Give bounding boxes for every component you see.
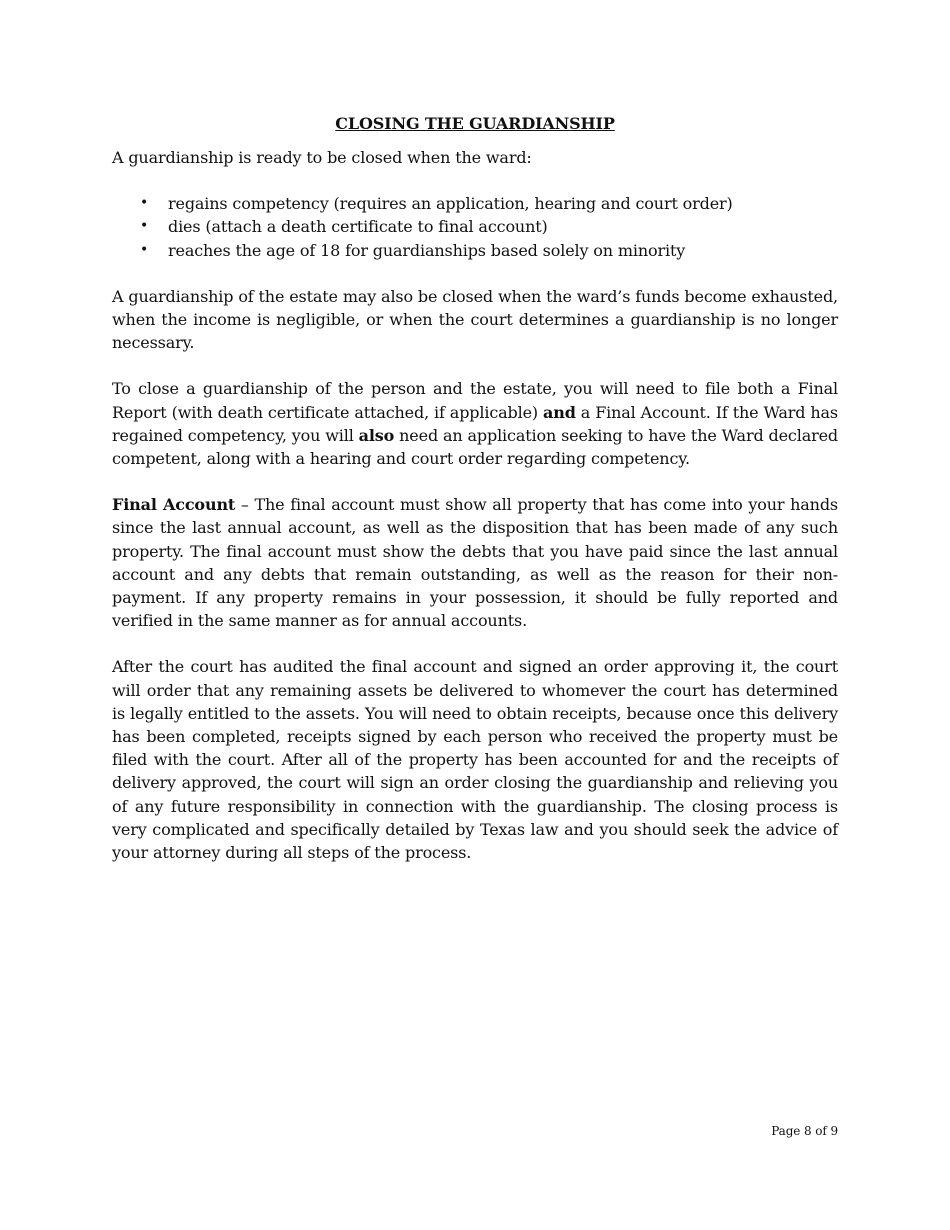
filing-text-part3: need an application seeking to have the Ward declared competent, along with a hearing and court order regarding competency. bbox=[112, 425, 838, 469]
filing-bold-and: and bbox=[543, 402, 576, 422]
list-item bbox=[112, 192, 838, 215]
final-account-paragraph bbox=[112, 493, 838, 632]
filing-text-part1: To close a guardianship of the person and the estate, you will need to file both a Final Report (with death certificate attached, if applicable) bbox=[112, 379, 838, 422]
list-item-text: dies (attach a death certificate to final account) bbox=[168, 217, 548, 237]
bullet-icon: • bbox=[140, 195, 149, 212]
list-item-text: reaches the age of 18 for guardianships based solely on minority bbox=[168, 240, 686, 260]
list-item bbox=[112, 239, 838, 262]
filing-bold-also: also bbox=[358, 425, 395, 445]
bullet-icon: • bbox=[140, 218, 149, 235]
document-body bbox=[112, 112, 838, 887]
page-title: CLOSING THE GUARDIANSHIP bbox=[335, 114, 615, 133]
list-item bbox=[112, 215, 838, 238]
final-account-text: – The final account must show all property that has come into your hands since the last annual account, as well as the disposition that has been made of any such property. The final account must show the debts that you have paid since the last annual account and any debts that remain outstanding, as well as the reason for their non-payment. If any property remains in your possession, it should be fully reported and verified in the same manner as for annual accounts. bbox=[112, 495, 838, 631]
page-number: Page 8 of 9 bbox=[771, 1124, 838, 1138]
estate-closing-paragraph: A guardianship of the estate may also be closed when the ward’s funds become exhausted, when the income is negligible, or when the court determines a guardianship is no longer necessary. bbox=[112, 286, 838, 353]
list-item-text: regains competency (requires an application, hearing and court order) bbox=[168, 194, 733, 214]
intro-paragraph: A guardianship is ready to be closed when the ward: bbox=[112, 148, 532, 167]
after-audit-paragraph: After the court has audited the final account and signed an order approving it, the court will order that any remaining assets be delivered to whomever the court has determined is legally entitled to the assets. You will need to obtain receipts, because once this delivery has been completed, receipts signed by each person who received the property must be filed with the court. After all of the property has been accounted for and the receipts of delivery approved, the court will sign an order closing the guardianship and relieving you of any future responsibility in connection with the guardianship. The closing process is very complicated and specifically detailed by Texas law and you should seek the advice of your attorney during all steps of the process. bbox=[112, 657, 838, 863]
filing-text-part2: a Final Account. If the Ward has regained competency, you will bbox=[112, 402, 838, 445]
final-account-label: Final Account bbox=[112, 495, 236, 515]
bullet-icon: • bbox=[140, 241, 149, 258]
closing-conditions-list bbox=[112, 192, 838, 262]
filing-requirements-paragraph bbox=[112, 377, 838, 470]
